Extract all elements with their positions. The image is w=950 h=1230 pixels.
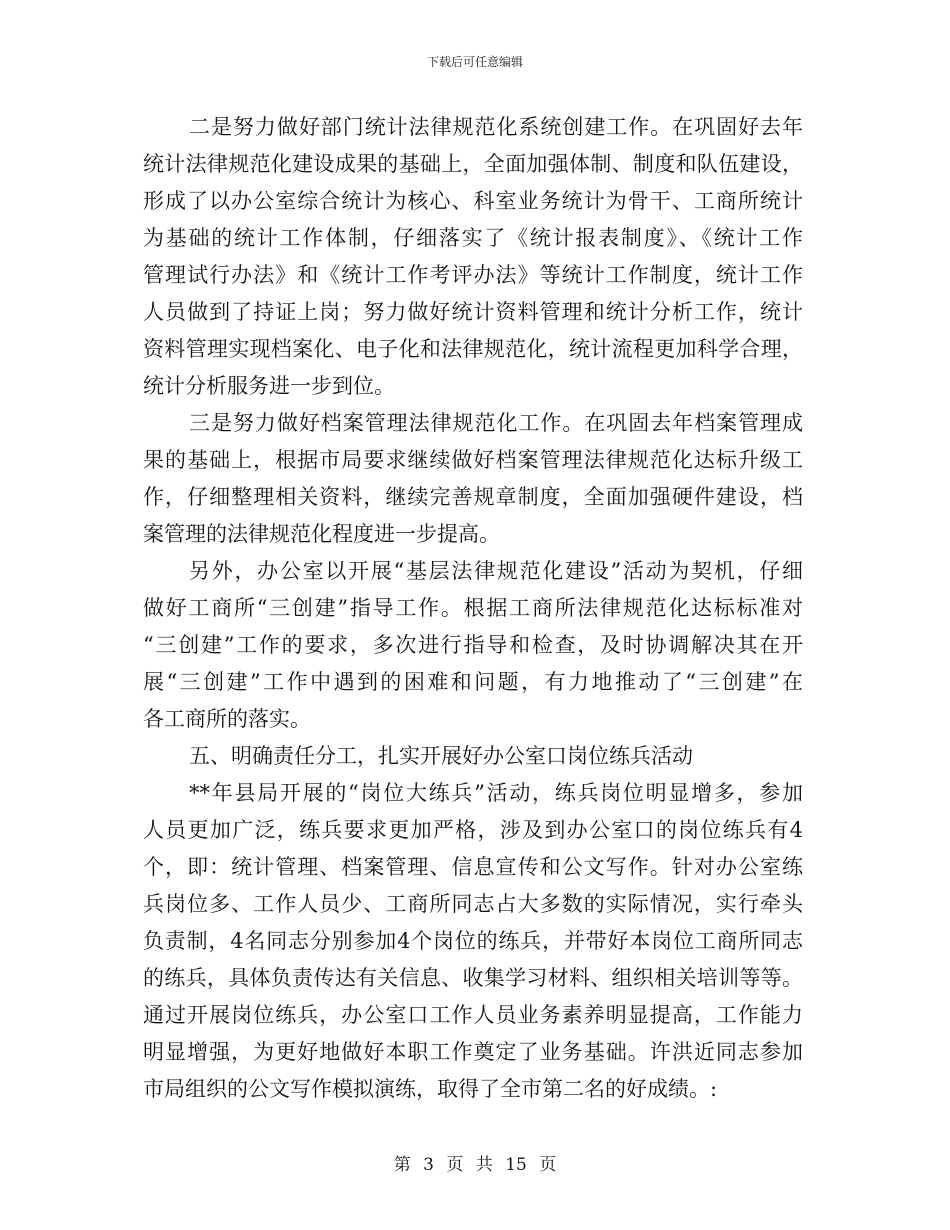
text-line: 统计分析服务进一步到位。 bbox=[143, 374, 395, 398]
text-line: 展“三创建”工作中遇到的困难和问题，有力地推动了“三创建”在 bbox=[143, 670, 803, 694]
text-line: 作，仔细整理相关资料，继续完善规章制度，全面加强硬件建设，档 bbox=[143, 485, 803, 509]
text-line: **年县局开展的“岗位大练兵”活动，练兵岗位明显增多，参加 bbox=[189, 781, 803, 805]
text-line: 另外，办公室以开展“基层法律规范化建设”活动为契机，仔细 bbox=[189, 559, 803, 583]
header-note: 下载后可任意编辑 bbox=[426, 55, 523, 69]
text-line: 果的基础上，根据市局要求继续做好档案管理法律规范化达标升级工 bbox=[143, 448, 803, 472]
text-line: 各工商所的落实。 bbox=[143, 707, 311, 731]
text-line: 二是努力做好部门统计法律规范化系统创建工作。在巩固好去年 bbox=[189, 115, 803, 139]
text-line: 统计法律规范化建设成果的基础上，全面加强体制、制度和队伍建设， bbox=[143, 152, 803, 176]
section-heading-text: 五、明确责任分工，扎实开展好办公室口岗位练兵活动 bbox=[189, 744, 693, 768]
paragraph bbox=[143, 553, 803, 738]
text-line: 人员做到了持证上岗；努力做好统计资料管理和统计分析工作，统计 bbox=[143, 300, 803, 324]
section-heading bbox=[143, 738, 803, 775]
text-line: 个，即：统计管理、档案管理、信息宣传和公文写作。针对办公室练 bbox=[143, 855, 803, 879]
text-line: 人员更加广泛，练兵要求更加严格，涉及到办公室口的岗位练兵有4 bbox=[143, 818, 803, 842]
text-line: 三是努力做好档案管理法律规范化工作。在巩固去年档案管理成 bbox=[189, 411, 803, 435]
paragraph bbox=[143, 405, 803, 553]
text-line: 案管理的法律规范化程度进一步提高。 bbox=[143, 522, 500, 546]
page-number: 第 3 页 共 15 页 bbox=[393, 1155, 557, 1175]
text-line: 资料管理实现档案化、电子化和法律规范化，统计流程更加科学合理， bbox=[143, 337, 803, 361]
paragraph bbox=[143, 775, 803, 1108]
text-line: 形成了以办公室综合统计为核心、科室业务统计为骨干、工商所统计 bbox=[143, 189, 803, 213]
text-line: “三创建”工作的要求，多次进行指导和检查，及时协调解决其在开 bbox=[143, 633, 803, 657]
text-line: 明显增强，为更好地做好本职工作奠定了业务基础。许洪近同志参加 bbox=[143, 1040, 803, 1064]
text-line: 兵岗位多、工作人员少、工商所同志占大多数的实际情况，实行牵头 bbox=[143, 892, 803, 916]
paragraph bbox=[143, 109, 803, 405]
text-line: 的练兵，具体负责传达有关信息、收集学习材料、组织相关培训等等。 bbox=[143, 966, 803, 990]
text-line: 通过开展岗位练兵，办公室口工作人员业务素养明显提高，工作能力 bbox=[143, 1003, 803, 1027]
document-body bbox=[143, 109, 803, 1108]
text-line: 做好工商所“三创建”指导工作。根据工商所法律规范化达标标准对 bbox=[143, 596, 803, 620]
text-line: 负责制，4名同志分别参加4个岗位的练兵，并带好本岗位工商所同志 bbox=[143, 929, 803, 953]
text-line: 管理试行办法》和《统计工作考评办法》等统计工作制度，统计工作 bbox=[143, 263, 803, 287]
text-line: 市局组织的公文写作模拟演练，取得了全市第二名的好成绩。: bbox=[143, 1077, 718, 1101]
text-line: 为基础的统计工作体制，仔细落实了《统计报表制度》、《统计工作 bbox=[143, 226, 803, 250]
